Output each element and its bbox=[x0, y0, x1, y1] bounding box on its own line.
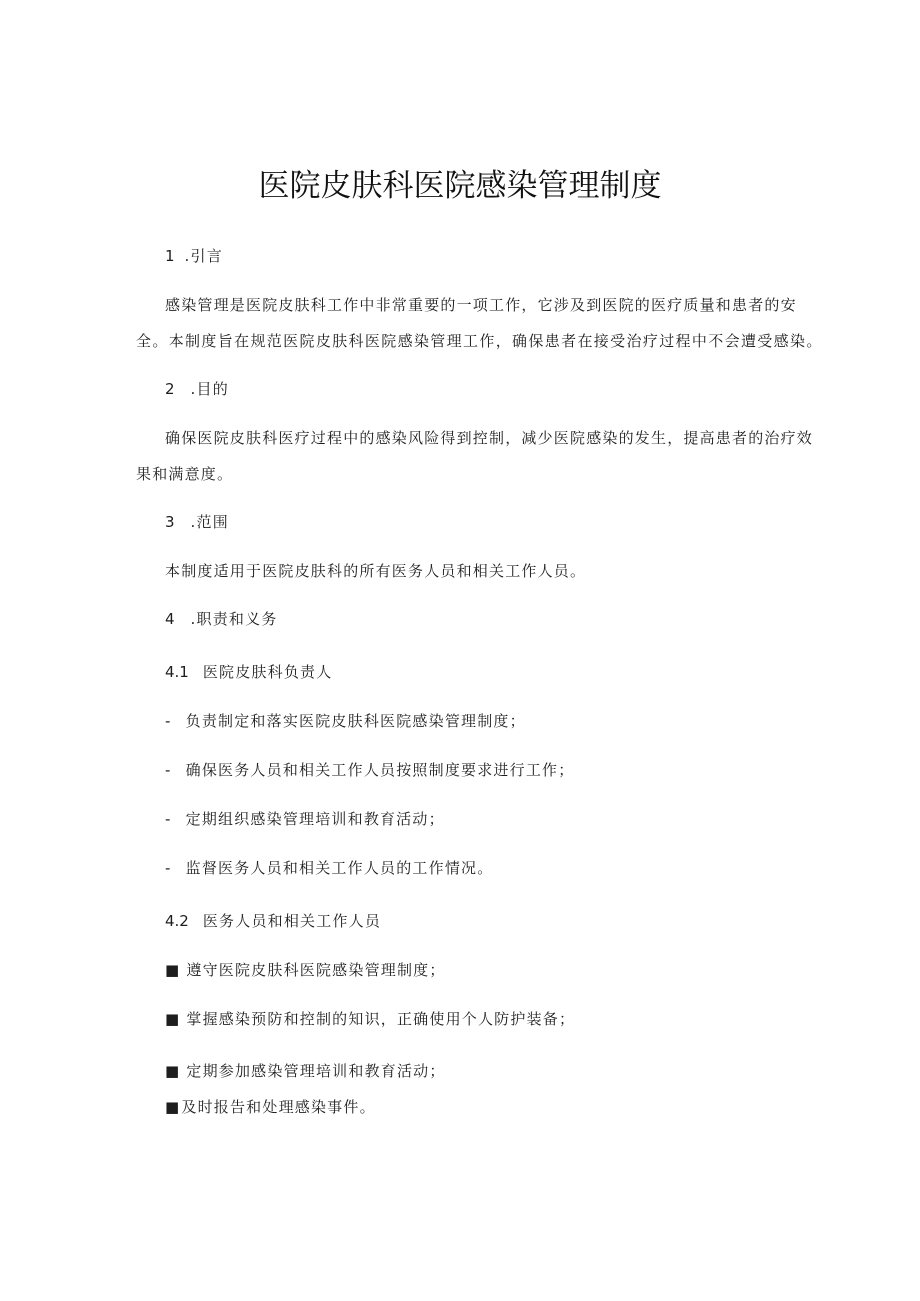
list-item-text: 掌握感染预防和控制的知识，正确使用个人防护装备； bbox=[186, 1010, 576, 1028]
subsection-heading-department-head bbox=[165, 662, 332, 682]
section-heading-introduction bbox=[165, 246, 223, 266]
subsection-heading-text: 医务人员和相关工作人员 bbox=[202, 912, 382, 930]
subsection-heading-text: 医院皮肤科负责人 bbox=[202, 663, 333, 681]
list-item bbox=[165, 1061, 446, 1081]
list-item-text: 确保医务人员和相关工作人员按照制度要求进行工作； bbox=[185, 761, 575, 779]
list-item bbox=[165, 858, 493, 878]
section-heading-text: .范围 bbox=[190, 513, 229, 531]
dash-bullet: - bbox=[165, 761, 172, 779]
paragraph-line: 感染管理是医院皮肤科工作中非常重要的一项工作，它涉及到医院的医疗质量和患者的安 bbox=[165, 296, 797, 314]
paragraph-line: 果和满意度。 bbox=[136, 465, 234, 483]
subsection-number: 4.2 bbox=[165, 912, 189, 930]
section-number: 1 bbox=[165, 247, 175, 265]
square-bullet: ■ bbox=[165, 1062, 181, 1080]
paragraph-line: 全。本制度旨在规范医院皮肤科医院感染管理工作，确保患者在接受治疗过程中不会遭受感染。 bbox=[136, 332, 823, 350]
list-item-text: 负责制定和落实医院皮肤科医院感染管理制度； bbox=[185, 712, 526, 730]
list-item-text: 监督医务人员和相关工作人员的工作情况。 bbox=[185, 859, 494, 877]
section-heading-purpose bbox=[165, 379, 229, 399]
list-item-text: 定期组织感染管理培训和教育活动； bbox=[185, 810, 445, 828]
paragraph-line: 本制度适用于医院皮肤科的所有医务人员和相关工作人员。 bbox=[165, 562, 587, 580]
list-item-text: 遵守医院皮肤科医院感染管理制度； bbox=[186, 961, 446, 979]
section-heading-text: .职责和义务 bbox=[190, 610, 278, 628]
square-bullet: ■ bbox=[165, 1010, 181, 1028]
list-item bbox=[165, 711, 526, 731]
dash-bullet: - bbox=[165, 810, 172, 828]
list-item-text: 定期参加感染管理培训和教育活动； bbox=[186, 1062, 446, 1080]
list-item bbox=[165, 960, 446, 980]
subsection-number: 4.1 bbox=[165, 663, 189, 681]
section-number: 3 bbox=[165, 513, 175, 531]
dash-bullet: - bbox=[165, 859, 172, 877]
paragraph-line: 确保医院皮肤科医疗过程中的感染风险得到控制，减少医院感染的发生，提高患者的治疗效 bbox=[165, 429, 814, 447]
section-number: 4 bbox=[165, 610, 175, 628]
list-item-text: 及时报告和处理感染事件。 bbox=[181, 1098, 376, 1116]
list-item bbox=[165, 809, 445, 829]
square-bullet: ■ bbox=[165, 1098, 181, 1116]
list-item bbox=[165, 1097, 376, 1117]
dash-bullet: - bbox=[165, 712, 172, 730]
section-heading-text: .引言 bbox=[184, 247, 223, 265]
subsection-heading-medical-staff bbox=[165, 911, 381, 931]
list-item bbox=[165, 760, 574, 780]
document-title: 医院皮肤科医院感染管理制度 bbox=[258, 168, 662, 204]
section-number: 2 bbox=[165, 380, 175, 398]
section-heading-responsibilities bbox=[165, 609, 278, 629]
list-item bbox=[165, 1009, 575, 1029]
section-heading-scope bbox=[165, 512, 229, 532]
section-heading-text: .目的 bbox=[190, 380, 229, 398]
square-bullet: ■ bbox=[165, 961, 181, 979]
